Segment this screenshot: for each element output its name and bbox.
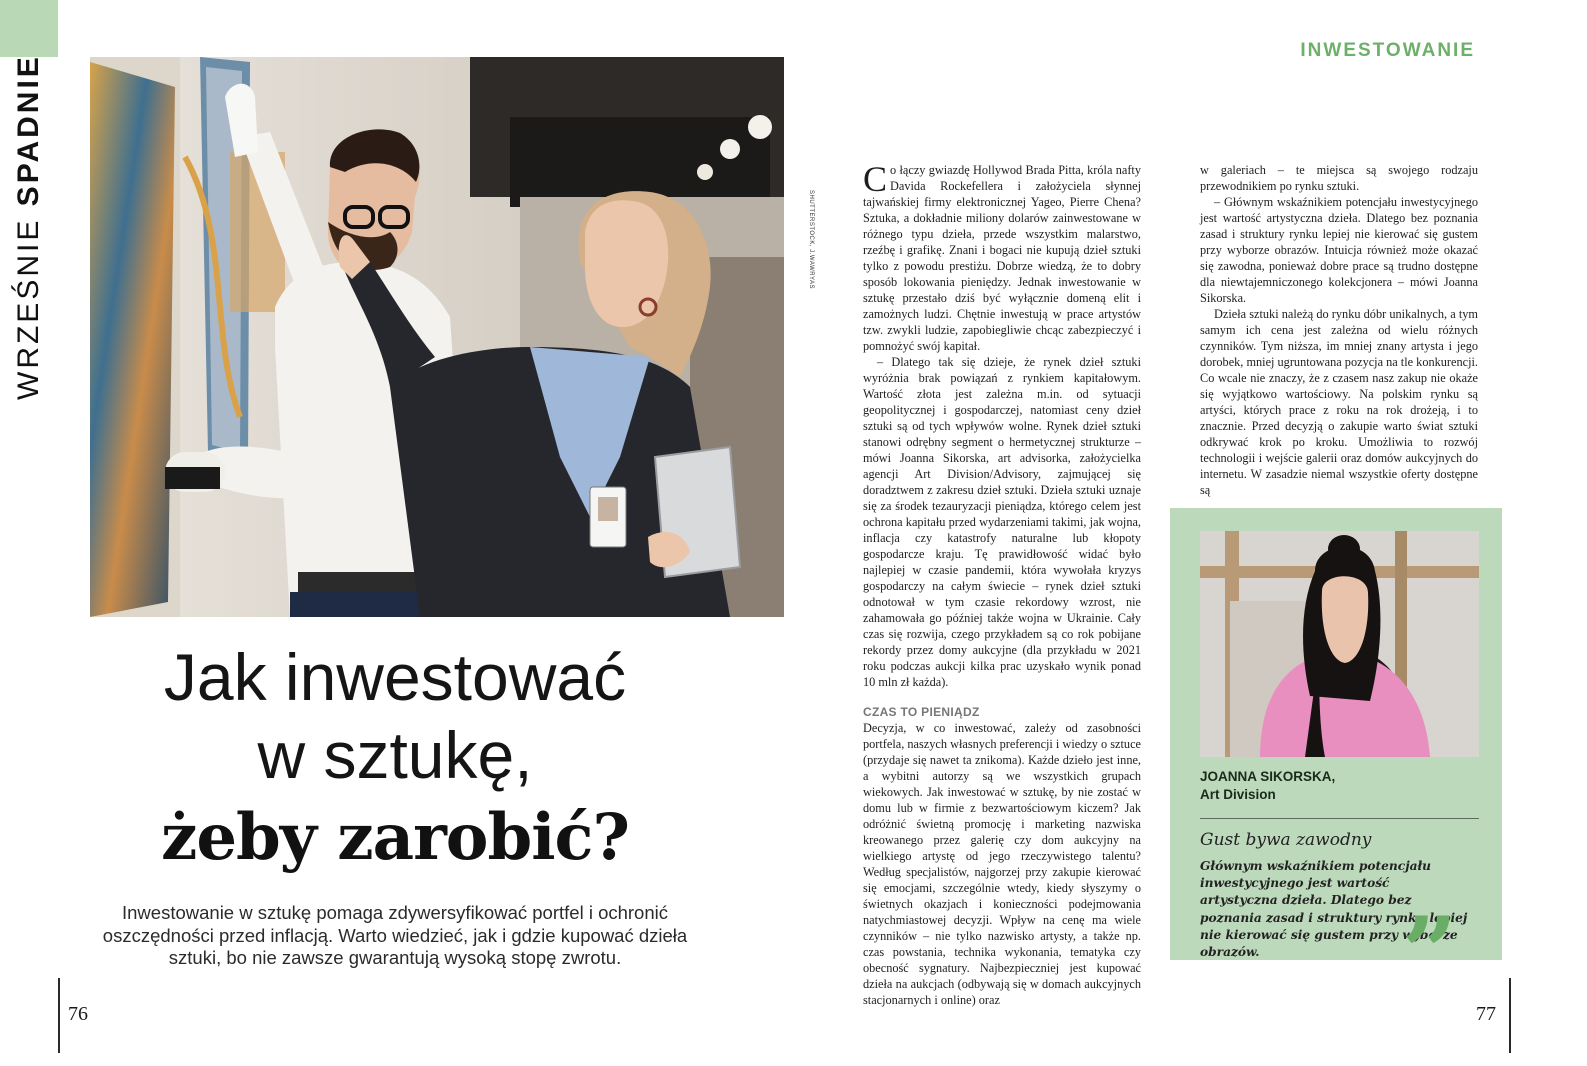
box-divider bbox=[1200, 818, 1479, 819]
article-paragraph: Decyzja, w co inwestować, zależy od zasobności portfela, naszych własnych preferencji i wiedzy o sztuce (przydaje się nawet ta znikoma). Każde dzieło jest inne, a wybitni autorzy są we wszystkich grupach wiekowych. Jak inwestować w sztukę, by nie zostać w domu lub w firmie z bezwartościowym kiczem? Jak odróżnić świetną promocję i marketing nazwiska kreowanego przez galerię czy dom aukcyjny na wielkiego artystę od jego rzeczywistego talentu? Według specjalistów, najgorzej przy zakupie kierować się emocjami, szczególnie wtedy, kiedy słyszymy o świetnych okazjach i konieczności podejmowania natychmiastowej decyzji. Wpływ na cenę ma wiele czynników – nie tylko nazwisko artysty, a także np. czas powstania, technika wykonania, tematyka czy obecność sygnatury. Najbezpieczniej jest kupować dzieła na aukcjach (odbywają się w domach aukcyjnych stacjonarnych i online) oraz bbox=[863, 721, 1141, 1007]
section-tag: INWESTOWANIE bbox=[1300, 40, 1475, 61]
side-label-light: WRZEŚNIE bbox=[12, 217, 45, 400]
expert-portrait bbox=[1200, 531, 1479, 757]
article-paragraph: – Dlatego tak się dzieje, że rynek dzieł sztuki wyróżnia brak powiązań z rynkiem kapitałowym. Wartość złota jest zależna m.in. od sytuacji geopolitycznej i gospodarczej, natomiast ceny dzieł sztuki są od tych wpływów wolne. Rynek dzieł sztuki stanowi odrębny segment o hermetycznej strukturze – mówi Joanna Sikorska, art advisorka, założycielka agencji Art Division/Advisory, zajmującej się doradztwem z zakresu dzieł sztuki. Dzieła sztuki uznaje się za środek tezauryzacji pieniądza, którego celem jest ochrona kapitału przed wydarzeniami takimi, jak wojna, inflacja czy katastrofy naturalne lub kłopoty gospodarcze kraju. Tę prawidłowość widać było najlepiej w czasie pandemii, która wywołała kryzys gospodarczy na całym świecie – rynek dzieł sztuki odnotował w tym czasie rekordowy wzrost, nie zahamowała go później także wojna w Ukrainie. Cały czas się rozwija, czego przykładem są co rok pobijane rekordy przez domy aukcyjne (dla przykładu w 2021 roku podczas aukcji kilka prac uzyskało wynik ponad 10 mln zł każda). bbox=[863, 355, 1141, 689]
page-number-left: 76 bbox=[68, 1003, 88, 1025]
article-paragraph-text: o łączy gwiazdę Hollywod Brada Pitta, króla nafty Davida Rockefellera i założyciela słynnej tajwańskiej firmy elektronicznej Yageo, Pierre Chena? Sztuka, a dokładnie miliony dolarów zainwestowane w różnego typu dzieła, przede wszystkim malarstwo, rzeźbę i grafikę. Znani i bogaci nie kupują dzieł sztuki tylko z powodu prestiżu. Dobrze wiedzą, że to dobry sposób lokowania pieniędzy. Jednak inwestowanie w sztukę przestało dziś być wyłącznie domeną elit i zamożnych ludzi. Chętnie inwestują w prace artystów tzw. zwykli ludzie, zapobiegliwie chcąc zabezpieczyć i pomnożyć swój kapitał. bbox=[863, 163, 1141, 353]
left-page-rule bbox=[58, 978, 60, 1053]
drop-cap: C bbox=[863, 159, 888, 199]
article-paragraph: w galeriach – te miejsca są swojego rodzaju przewodnikiem po rynku sztuki. bbox=[1200, 163, 1478, 193]
side-label-bold: SPADNIE bbox=[12, 54, 45, 207]
side-section-label bbox=[12, 54, 46, 400]
title-line-3: żeby zarobić? bbox=[160, 800, 630, 875]
expert-name-block bbox=[1200, 768, 1335, 804]
title-line-2: w sztukę, bbox=[257, 718, 533, 792]
corner-accent-block bbox=[0, 0, 58, 57]
quote-mark-icon: ” bbox=[1402, 896, 1458, 1009]
article-paragraph: – Głównym wskaźnikiem potencjału inwestycyjnego jest wartość artystyczna dzieła. Dlatego bez poznania zasad i struktury rynku lepiej nie kierować się gustem przy wyborze obrazów. Intuicja również może okazać się zawodna, ponieważ dobre prace są trudno dostępne dla niewtajemniczonego kolekcjonera – mówi Joanna Sikorska. bbox=[1200, 195, 1478, 305]
box-quote: Głównym wskaźnikiem potencjału inwestycyjnego jest wartość artystyczna dzieła. Dlatego bez poznania zasad i struktury rynku lepiej nie kierować się gustem przy wyborze obrazów. bbox=[1200, 859, 1468, 960]
page-number-right: 77 bbox=[1476, 1003, 1496, 1025]
expert-name: JOANNA SIKORSKA, bbox=[1200, 769, 1336, 784]
article-paragraph bbox=[863, 159, 1141, 354]
expert-company: Art Division bbox=[1200, 787, 1276, 802]
right-page-rule bbox=[1509, 978, 1511, 1053]
box-heading: Gust bywa zawodny bbox=[1200, 830, 1372, 850]
article-subheading: CZAS TO PIENIĄDZ bbox=[863, 705, 980, 719]
article-paragraph: Dzieła sztuki należą do rynku dóbr unikalnych, a tym samym ich cena jest zależna od wielu różnych czynników. Tym niższa, im mniej znany artysta i jego dorobek, mniej ugruntowana pozycja na tle konkurencji. Co wcale nie znaczy, że z czasem nasz zakup nie okaże się wyjątkowo wartościowy. Na polskim rynku są artyści, których prace z roku na rok drożeją, i to znacznie. Przed decyzją o zakupie warto świat sztuki odkrywać krok po kroku. Umożliwia to rozwój technologii i wejście galerii oraz domów aukcyjnych do internetu. W zasadzie niemal wszystkie oferty dostępne są bbox=[1200, 307, 1478, 497]
article-column-1 bbox=[863, 159, 1141, 1008]
lead-paragraph: Inwestowanie w sztukę pomaga zdywersyfikować portfel i ochronić oszczędności przed inflacją. Warto wiedzieć, jak i gdzie kupować dzieła sztuki, bo nie zawsze gwarantują wysoką stopę zwrotu. bbox=[102, 902, 688, 968]
title-line-1: Jak inwestować bbox=[163, 640, 627, 714]
article-column-2 bbox=[1200, 162, 1478, 498]
gallery-photo bbox=[90, 57, 784, 617]
photo-credit: SHUTTERSTOCK, J.WAWRYAS bbox=[808, 190, 814, 290]
